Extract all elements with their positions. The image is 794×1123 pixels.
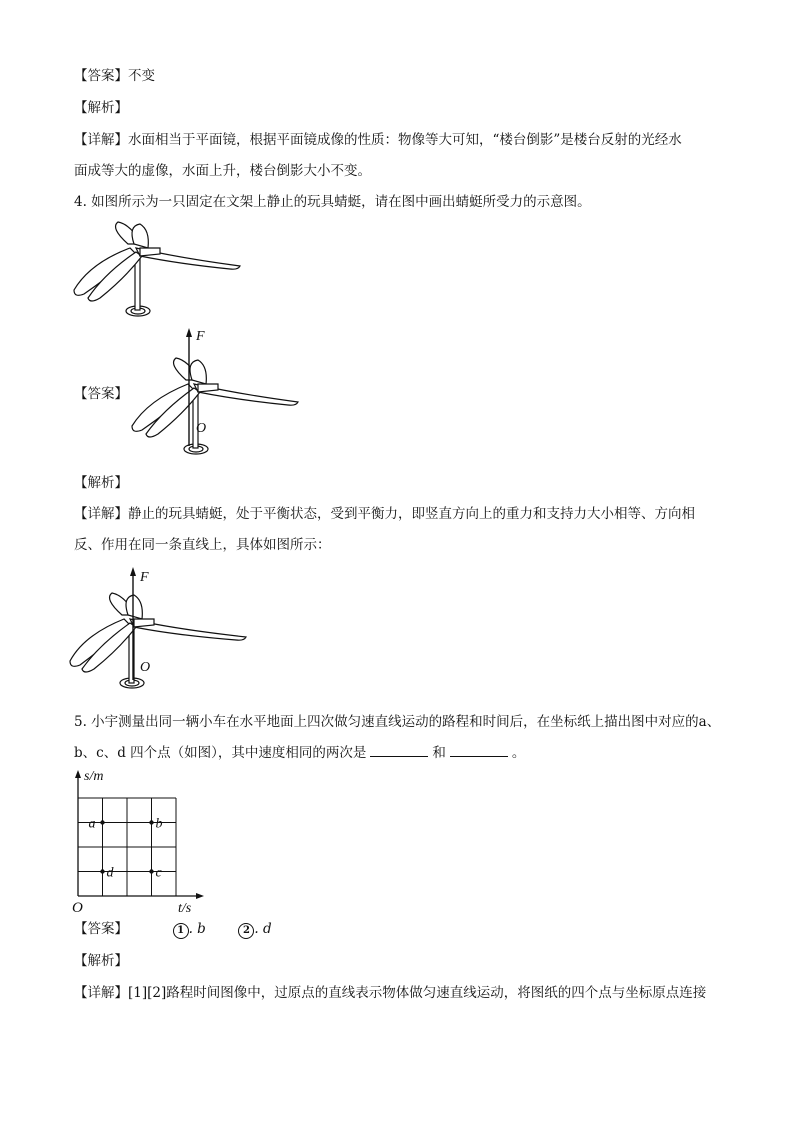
q4-detail-line2: 反、作用在同一条直线上，具体如图所示： [74,537,331,553]
detail-label: 【详解】 [74,132,128,148]
q4-analysis-label: 【解析】 [74,475,128,491]
y-axis-label: s/m [84,769,104,784]
x-axis-label: t/s [178,901,192,916]
detail-label: 【详解】 [74,985,128,1001]
answer-value-2: . d [254,921,272,937]
answer-number-1: 1 [173,923,189,939]
answer-number-2: 2 [238,923,254,939]
q3-detail-line1 [74,130,682,150]
q3-detail-line2: 面成等大的虚像，水面上升，楼台倒影大小不变。 [74,163,371,179]
question-text: 和 [432,745,446,761]
detail-label: 【详解】 [74,506,128,522]
origin-label: O [72,900,83,916]
x-axis-arrow [196,893,204,899]
answer-text: 不变 [128,68,155,84]
point-label-o: O [196,421,207,436]
answer-blank-1[interactable] [370,744,428,757]
q5-question-line2 [74,743,525,763]
force-label-f: F [196,329,205,344]
dragonfly-figure-answer [126,326,306,456]
question-text: 。 [511,745,526,761]
q4-answer-label: 【答案】 [74,386,128,402]
detail-text: 静止的玩具蜻蜓，处于平衡状态，受到平衡力，即竖直方向上的重力和支持力大小相等、方向相 [128,506,695,522]
q5-answer [74,919,272,939]
dragonfly-figure-plain [70,218,250,318]
point-label-c: c [155,865,162,881]
detail-text: [1][2]路程时间图像中，过原点的直线表示物体做匀速直线运动，将图纸的四个点与坐标原点连接 [128,985,707,1001]
answer-value-1: . b [188,921,206,937]
point-d [100,869,104,873]
point-c [149,869,153,873]
dragonfly-figure-detail [70,565,250,695]
force-label-f: F [140,570,149,585]
point-label-d: d [106,865,114,881]
answer-label: 【答案】 [74,921,128,937]
point-label-b: b [155,816,163,832]
q5-question-line1: 5. 小宇测量出同一辆小车在水平地面上四次做匀速直线运动的路程和时间后，在坐标纸上描出图中对应的a、 [74,714,721,730]
s-t-graph [68,766,208,916]
point-label-a: a [88,816,96,832]
q3-analysis-label: 【解析】 [74,100,128,116]
answer-label: 【答案】 [74,68,128,84]
point-label-o: O [140,660,151,675]
point-b [149,820,153,824]
q3-answer [74,66,155,86]
q5-detail-line1 [74,983,706,1003]
point-a [100,820,104,824]
q5-analysis-label: 【解析】 [74,953,128,969]
q4-question: 4. 如图所示为一只固定在文架上静止的玩具蜻蜓，请在图中画出蜻蜓所受力的示意图。 [74,194,591,210]
answer-blank-2[interactable] [450,744,508,757]
y-axis-arrow [75,770,81,778]
q4-detail-line1 [74,504,695,524]
detail-text: 水面相当于平面镜，根据平面镜成像的性质：物像等大可知，“楼台倒影”是楼台反射的光经水 [128,132,682,148]
question-text: b、c、d 四个点（如图），其中速度相同的两次是 [74,745,367,761]
